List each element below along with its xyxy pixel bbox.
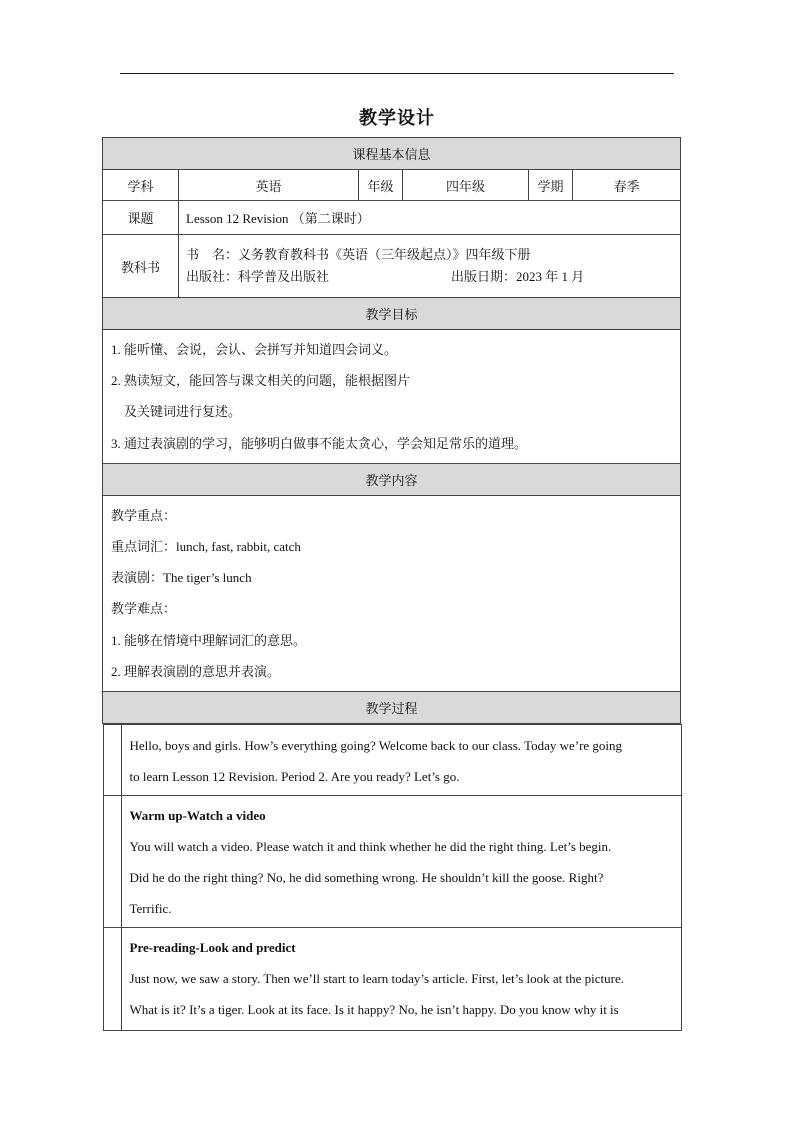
content-line: 教学难点：: [111, 601, 177, 617]
objectives-header: 教学目标: [103, 298, 681, 330]
grade-label: 年级: [359, 170, 403, 201]
objective-line: 1. 能听懂、会说，会认、会拼写并知道四会词义。: [111, 342, 398, 357]
content-line: 表演剧：The tiger’s lunch: [111, 570, 252, 586]
process-step-intro: [121, 725, 681, 796]
lesson-value: Lesson 12 Revision （第二课时）: [179, 201, 681, 235]
publisher: 出版社：科学普及出版社: [186, 269, 330, 284]
process-line: Did he do the right thing? No, he did something wrong. He shouldn’t kill the goose. Right?: [129, 870, 604, 886]
step-title: Pre-reading-Look and predict: [129, 940, 296, 956]
process-margin: [103, 725, 121, 796]
objectives-body: [103, 330, 681, 464]
textbook-info: [179, 235, 681, 298]
process-section: [103, 724, 681, 1032]
process-margin: [103, 928, 121, 1031]
content-body: [103, 495, 681, 691]
document-title: 教学设计: [359, 108, 435, 128]
subject-value: 英语: [179, 170, 359, 201]
content-line: 1. 能够在情境中理解词汇的意思。: [111, 632, 307, 648]
grade-value: 四年级: [403, 170, 529, 201]
objective-line: 及关键词进行复述。: [124, 404, 242, 420]
term-label: 学期: [529, 170, 573, 201]
content-line: 2. 理解表演剧的意思并表演。: [111, 663, 281, 679]
basic-info-header: 课程基本信息: [103, 138, 681, 170]
objective-line: 2. 熟读短文，能回答与课文相关的问题，能根据图片: [111, 373, 411, 389]
book-name: 书 名：义务教育教科书《英语（三年级起点）》四年级下册: [186, 247, 531, 262]
header-rule: [120, 73, 674, 74]
textbook-label: 教科书: [103, 235, 179, 298]
process-table: [103, 724, 682, 1031]
subject-label: 学科: [103, 170, 179, 201]
process-step-warmup: [121, 796, 681, 928]
process-line: Terrific.: [129, 901, 172, 917]
process-line: What is it? It’s a tiger. Look at its face. Is it happy? No, he isn’t happy. Do you know why it is: [129, 1002, 619, 1018]
process-margin: [103, 796, 121, 928]
process-line: You will watch a video. Please watch it and think whether he did the right thing. Let’s begin.: [129, 839, 612, 855]
step-title: Warm up-Watch a video: [129, 808, 266, 824]
lesson-plan-table: [102, 137, 681, 1031]
publish-date: 出版日期：2023 年 1 月: [451, 269, 585, 284]
process-line: to learn Lesson 12 Revision. Period 2. Are you ready? Let’s go.: [129, 769, 460, 785]
process-header: 教学过程: [103, 692, 681, 724]
content-header: 教学内容: [103, 463, 681, 495]
lesson-label: 课题: [103, 201, 179, 235]
objective-line: 3. 通过表演剧的学习，能够明白做事不能太贪心，学会知足常乐的道理。: [111, 435, 528, 451]
content-line: 重点词汇：lunch, fast, rabbit, catch: [111, 539, 301, 555]
process-line: Hello, boys and girls. How’s everything going? Welcome back to our class. Today we’re going: [129, 738, 623, 754]
process-step-prereading: [121, 928, 681, 1031]
term-value: 春季: [573, 170, 681, 201]
content-line: 教学重点：: [111, 507, 177, 523]
process-line: Just now, we saw a story. Then we’ll start to learn today’s article. First, let’s look at the picture.: [129, 971, 624, 987]
